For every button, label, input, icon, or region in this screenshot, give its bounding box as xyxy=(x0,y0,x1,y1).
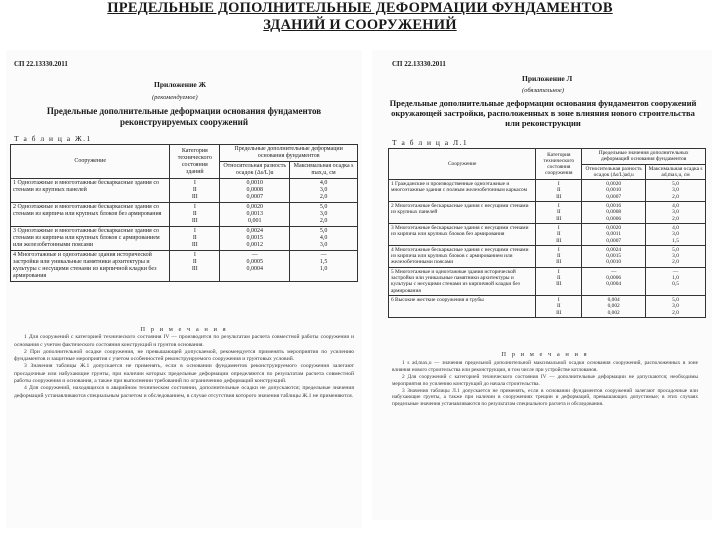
cell-value: 0,0006 xyxy=(606,275,622,282)
cell-value: 5,0 xyxy=(672,246,679,253)
cell-value: 0,0007 xyxy=(606,237,622,244)
cell-value: — xyxy=(672,268,679,275)
left-deformation-table xyxy=(10,144,358,282)
table-cell xyxy=(646,267,706,295)
table-cell xyxy=(582,245,646,267)
left-notes-heading: П р и м е ч а н и я xyxy=(140,326,228,333)
right-table-caption: Т а б л и ц а Л.1 xyxy=(392,138,469,147)
cell-value: 5,0 xyxy=(319,228,328,234)
cell-value: III xyxy=(556,309,562,316)
cell-value: 1,5 xyxy=(672,237,679,244)
right-note-1: 1 s ad,max,u — значения предельной дополнительной максимальной осадки основания сооружений, расположенных в зоне влияния нового строительства или реконструкции, в том числе при устройстве котлованов. xyxy=(392,359,698,373)
cell-value: III xyxy=(191,194,198,200)
left-page-scan xyxy=(6,50,362,528)
left-note-4: 4 Для сооружений, находящихся в аварийном техническом состоянии, дополнительные осадки не допускаются; предельные значения деформаций устанавливаются специальным расчетом и обследованием, в случае отсутствия которого значения таблицы Ж.1 не применяются. xyxy=(14,385,354,399)
cell-value: III xyxy=(556,281,562,288)
table-cell xyxy=(170,251,220,282)
cell-value: 0,0015 xyxy=(606,253,622,260)
cell-value: 0,0024 xyxy=(246,228,263,234)
cell-value: 0,0006 xyxy=(606,215,622,222)
cell-value: 0,0011 xyxy=(606,231,621,238)
cell-value: 3,0 xyxy=(319,211,328,217)
table-cell: 4 Многоэтажные бескаркасные здания с несущими стенами из кирпича или крупных блоков с армированием или железобетонными поясами xyxy=(389,245,536,267)
table-row xyxy=(389,180,706,202)
table-cell xyxy=(536,202,582,224)
cell-value: II xyxy=(192,259,197,265)
table-row xyxy=(11,251,358,282)
right-deformation-table xyxy=(388,148,706,318)
right-appendix-title: Предельные дополнительные деформации основания фундаментов сооружений окружающей застройки, расположенных в зоне влияния нового строительства или реконструкции xyxy=(389,98,697,128)
right-col-rel: Относительная разность осадок (Δs/L)ad,u xyxy=(582,164,646,180)
table-cell: 1 Одноэтажные и многоэтажные бескаркасные здания со стенами из крупных панелей xyxy=(11,179,170,203)
table-cell xyxy=(582,180,646,202)
cell-value: 0,0013 xyxy=(246,211,263,217)
right-notes xyxy=(392,352,698,408)
cell-value: 2,0 xyxy=(672,193,679,200)
cell-value: 0,0016 xyxy=(606,203,622,210)
cell-value: III xyxy=(556,215,562,222)
table-cell xyxy=(290,251,358,282)
cell-value: 5,0 xyxy=(672,181,679,188)
cell-value: 3,0 xyxy=(672,303,679,310)
table-cell xyxy=(536,295,582,317)
cell-value: — xyxy=(320,252,327,258)
cell-value: 0,5 xyxy=(672,281,679,288)
cell-value: I xyxy=(557,296,560,303)
table-row xyxy=(389,223,706,245)
cell-value: 2,0 xyxy=(672,215,679,222)
table-cell xyxy=(536,245,582,267)
cell-value: 3,0 xyxy=(319,242,328,248)
table-cell xyxy=(646,180,706,202)
cell-value: 0,0012 xyxy=(246,242,263,248)
right-appendix-label: Приложение Л xyxy=(522,74,573,83)
table-cell xyxy=(582,223,646,245)
table-cell xyxy=(170,203,220,227)
cell-value: 5,0 xyxy=(319,204,328,210)
table-cell xyxy=(170,179,220,203)
cell-value: II xyxy=(192,211,197,217)
cell-value: 4,0 xyxy=(319,180,328,186)
cell-value: 0,0010 xyxy=(606,187,622,194)
cell-value: 0,0007 xyxy=(246,194,263,200)
left-table-caption: Т а б л и ц а Ж.1 xyxy=(14,134,92,143)
right-header-code: СП 22.13330.2011 xyxy=(392,60,446,68)
cell-value: II xyxy=(557,275,561,282)
table-row xyxy=(389,267,706,295)
table-cell: 3 Многоэтажные бескаркасные здания с несущими стенами из кирпича или крупных блоков без армирования xyxy=(389,223,536,245)
cell-value: 1,0 xyxy=(672,275,679,282)
table-cell xyxy=(536,267,582,295)
table-cell xyxy=(646,202,706,224)
cell-value: 1,5 xyxy=(319,259,328,265)
cell-value: 0,0024 xyxy=(606,246,622,253)
table-cell xyxy=(290,179,358,203)
cell-value: II xyxy=(557,187,561,194)
cell-value: III xyxy=(191,218,198,224)
table-cell xyxy=(582,202,646,224)
cell-value: 0,0010 xyxy=(246,180,263,186)
cell-value: I xyxy=(557,268,560,275)
left-col-rel: Относительная разность осадок (Δs/L)u xyxy=(220,162,290,179)
cell-value: II xyxy=(192,235,197,241)
cell-value: 3,0 xyxy=(672,231,679,238)
cell-value: — xyxy=(610,268,617,275)
table-cell: 2 Многоэтажные бескаркасные здания с несущими стенами из крупных панелей xyxy=(389,202,536,224)
table-cell xyxy=(220,203,290,227)
right-page-scan xyxy=(372,50,712,520)
cell-value: III xyxy=(191,266,198,272)
title-line-1: ПРЕДЕЛЬНЫЕ ДОПОЛНИТЕЛЬНЫЕ ДЕФОРМАЦИИ ФУНДАМЕНТОВ xyxy=(107,0,613,16)
left-col-group: Предельные дополнительные деформации основания фундаментов xyxy=(220,145,358,162)
table-cell xyxy=(170,227,220,251)
table-row xyxy=(11,179,358,203)
cell-value: I xyxy=(193,180,196,186)
cell-value: I xyxy=(193,228,196,234)
cell-value: 0,0004 xyxy=(606,281,622,288)
cell-value: 0,002 xyxy=(607,309,620,316)
cell-value: 0,0015 xyxy=(246,235,263,241)
left-appendix-status: (рекомендуемое) xyxy=(152,94,198,101)
table-cell xyxy=(582,295,646,317)
table-cell xyxy=(220,227,290,251)
left-appendix-title: Предельные дополнительные деформации основания фундаментов реконструируемых сооружений xyxy=(46,106,322,127)
page-title xyxy=(0,0,720,34)
cell-value: 0,0007 xyxy=(606,193,622,200)
table-cell xyxy=(646,245,706,267)
table-cell xyxy=(220,251,290,282)
left-note-3: 3 Значения таблицы Ж.1 допускается не применять, если в основании фундаментов реконструируемого сооружения залегают просадочные или набухающие грунты, при наличии которых предельные деформации определяются по результатам расчета совместной работы сооружения и основания, а также при выполнении требований по ограничению деформаций конструкций. xyxy=(14,363,354,385)
cell-value: II xyxy=(557,209,561,216)
cell-value: 3,0 xyxy=(672,187,679,194)
title-line-2: ЗДАНИЙ И СООРУЖЕНИЙ xyxy=(263,17,457,33)
cell-value: 3,0 xyxy=(672,253,679,260)
cell-value: — xyxy=(251,252,258,258)
cell-value: 0,001 xyxy=(247,218,262,224)
table-row xyxy=(389,295,706,317)
right-note-3: 3 Значения таблицы Л.1 допускается не применять, если в основании фундаментов сооружений залегают просадочные или набухающие грунты, а также при наличии в сооружениях трещин и деформаций, превышающих допустимые; в этих случаях предельные значения устанавливаются по результатам специального расчета и обследования. xyxy=(392,387,698,408)
table-cell: 5 Многоэтажные и одноэтажные здания исторической застройки или уникальные памятники архитектуры и культуры с несущими стенами из кирпичной кладки без армирования xyxy=(389,267,536,295)
table-cell: 2 Одноэтажные и многоэтажные бескаркасные здания со стенами из кирпича или крупных блоков без армирования xyxy=(11,203,170,227)
cell-value: II xyxy=(557,303,561,310)
left-col-max: Максимальная осадка s max,u, см xyxy=(290,162,358,179)
cell-value: I xyxy=(557,181,560,188)
table-cell xyxy=(536,180,582,202)
table-cell: 3 Одноэтажные и многоэтажные бескаркасные здания со стенами из кирпича или крупных блоков с армированием или железобетонными поясами xyxy=(11,227,170,251)
left-appendix-label: Приложение Ж xyxy=(154,80,207,89)
right-col-max: Максимальная осадка s ad,max,u, см xyxy=(646,164,706,180)
table-cell xyxy=(582,267,646,295)
cell-value: II xyxy=(557,253,561,260)
cell-value: 2,0 xyxy=(672,309,679,316)
cell-value: 4,0 xyxy=(319,235,328,241)
left-notes xyxy=(14,326,354,400)
cell-value: I xyxy=(193,252,196,258)
left-col-category: Категория технического состояния зданий xyxy=(170,145,220,179)
cell-value: 4,0 xyxy=(672,224,679,231)
table-cell xyxy=(220,179,290,203)
table-cell xyxy=(646,295,706,317)
cell-value: 0,0004 xyxy=(246,266,263,272)
table-cell xyxy=(290,203,358,227)
cell-value: I xyxy=(193,204,196,210)
left-header-code: СП 22.13330.2011 xyxy=(14,60,68,68)
cell-value: 0,004 xyxy=(607,296,620,303)
right-appendix-status: (обязательное) xyxy=(522,87,564,94)
cell-value: 3,0 xyxy=(672,209,679,216)
cell-value: 2,0 xyxy=(319,194,328,200)
table-cell xyxy=(290,227,358,251)
cell-value: 5,0 xyxy=(672,296,679,303)
right-col-group: Предельные значения дополнительных деформаций основания фундаментов xyxy=(582,149,706,165)
cell-value: 0,0008 xyxy=(246,187,263,193)
left-note-1: 1 Для сооружений с категорией технического состояния IV — производится по результатам расчета совместной работы сооружения и основания с учетом фактического состояния конструкций и грунтов основания. xyxy=(14,334,354,348)
table-row xyxy=(389,202,706,224)
cell-value: 0,0020 xyxy=(606,181,622,188)
cell-value: 3,0 xyxy=(319,187,328,193)
cell-value: III xyxy=(191,242,198,248)
cell-value: III xyxy=(556,259,562,266)
right-note-2: 2 Для сооружений с категорией технического состояния IV — дополнительные деформации не допускаются; необходимы мероприятия по усилению конструкций до начала строительства. xyxy=(392,373,698,387)
table-cell xyxy=(646,223,706,245)
cell-value: III xyxy=(556,193,562,200)
table-cell: 1 Гражданские и производственные одноэтажные и многоэтажные здания с полным железобетонным каркасом xyxy=(389,180,536,202)
table-cell xyxy=(536,223,582,245)
cell-value: I xyxy=(557,224,560,231)
left-col-structure: Сооружение xyxy=(11,145,170,179)
cell-value: 0,0005 xyxy=(246,259,263,265)
cell-value: I xyxy=(557,246,560,253)
cell-value: II xyxy=(557,231,561,238)
cell-value: 2,0 xyxy=(319,218,328,224)
cell-value: I xyxy=(557,203,560,210)
table-cell: 6 Высокие жесткие сооружения и трубы xyxy=(389,295,536,317)
right-col-structure: Сооружение xyxy=(389,149,536,180)
cell-value: 2,0 xyxy=(672,259,679,266)
right-col-category: Категория технического состояния сооружения xyxy=(536,149,582,180)
cell-value: II xyxy=(192,187,197,193)
cell-value: 0,0008 xyxy=(606,209,622,216)
cell-value: 1,0 xyxy=(319,266,328,272)
table-row xyxy=(389,245,706,267)
cell-value: 0,0020 xyxy=(246,204,263,210)
table-cell: 4 Многоэтажные и одноэтажные здания исторической застройки или уникальные памятники архитектуры и культуры с несущими стенами из кирпичной кладки без армирования xyxy=(11,251,170,282)
cell-value: 0,0010 xyxy=(606,259,622,266)
cell-value: III xyxy=(556,237,562,244)
table-row xyxy=(11,203,358,227)
cell-value: 0,0020 xyxy=(606,224,622,231)
cell-value: 4,0 xyxy=(672,203,679,210)
left-note-2: 2 При дополнительной осадке сооружения, не превышающей допускаемой, рекомендуется применять мероприятия по усилению фундаментов и защитные мероприятия с учетом особенностей реконструируемого сооружения и грунтовых условий. xyxy=(14,348,354,363)
cell-value: 0,002 xyxy=(607,303,620,310)
table-row xyxy=(11,227,358,251)
right-notes-heading: П р и м е ч а н и я xyxy=(501,351,589,358)
